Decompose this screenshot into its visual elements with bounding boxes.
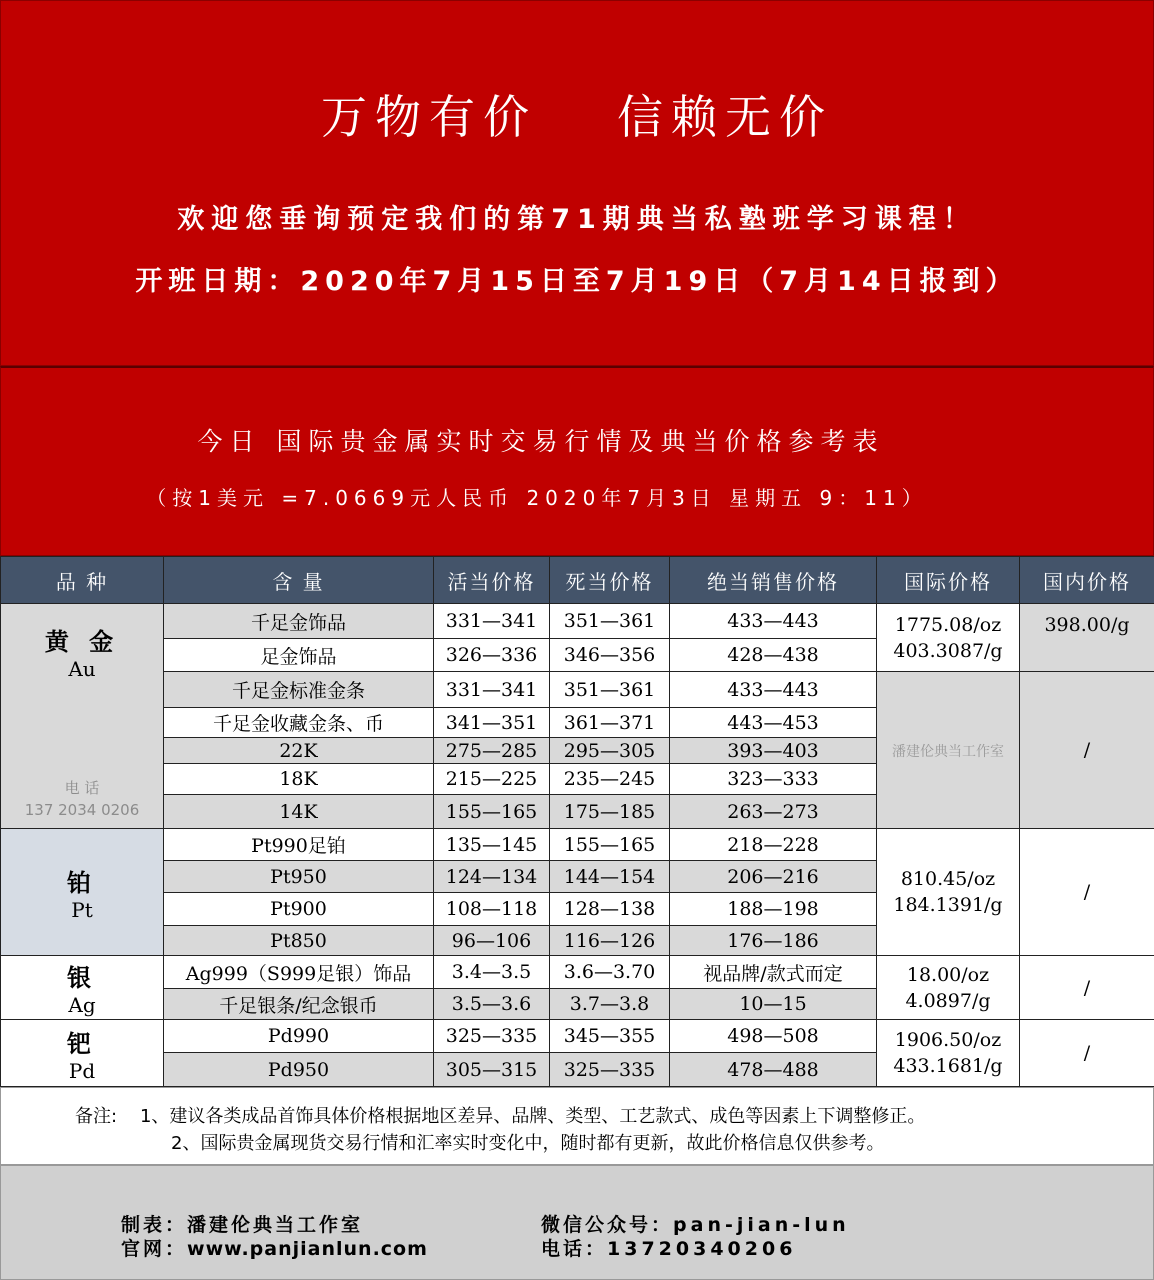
platinum-intl-oz: 810.45/oz	[900, 868, 996, 890]
cell-dead: 144—154	[550, 861, 670, 893]
platinum-domestic-price: /	[1020, 829, 1154, 956]
price-table	[0, 556, 1154, 1087]
variety-platinum	[1, 829, 164, 956]
variety-silver	[1, 956, 164, 1020]
silver-symbol: Ag	[68, 993, 96, 1017]
footer-phone-line	[541, 1234, 796, 1261]
footer-maker: 制表：潘建伦典当工作室	[121, 1214, 364, 1236]
silver-domestic-price: /	[1020, 956, 1154, 1020]
cell-content: Pd990	[164, 1020, 434, 1053]
header-banner	[0, 0, 1154, 366]
gold-domestic-price: 398.00/g	[1020, 604, 1154, 672]
cell-sale: 433—443	[670, 672, 877, 708]
header-forfeit-sale: 绝当销售价格	[670, 557, 877, 604]
cell-live: 215—225	[434, 764, 550, 795]
table-title: 今日 国际贵金属实时交易行情及典当价格参考表	[197, 427, 885, 456]
cell-live: 155—165	[434, 795, 550, 829]
palladium-domestic-price: /	[1020, 1020, 1154, 1087]
cell-live: 325—335	[434, 1020, 550, 1053]
cell-sale: 323—333	[670, 764, 877, 795]
cell-content: 千足金标准金条	[164, 672, 434, 708]
cell-live: 135—145	[434, 829, 550, 861]
platinum-intl-g: 184.1391/g	[893, 894, 1003, 916]
table-row	[1, 1020, 1154, 1053]
cell-sale: 498—508	[670, 1020, 877, 1053]
footer-site-label: 官网：	[121, 1238, 188, 1260]
cell-content: Pt950	[164, 861, 434, 893]
cell-live: 341—351	[434, 708, 550, 738]
platinum-symbol: Pt	[71, 897, 93, 922]
cell-live: 96—106	[434, 926, 550, 956]
footer	[0, 1165, 1154, 1280]
table-title-banner	[0, 366, 1154, 556]
remark-2: 2、国际贵金属现货交易行情和汇率实时变化中，随时都有更新，故此价格信息仅供参考。	[171, 1133, 885, 1154]
cell-sale: 443—453	[670, 708, 877, 738]
cell-content: 千足银条/纪念银币	[164, 989, 434, 1020]
cell-content: Pt850	[164, 926, 434, 956]
table-row	[1, 604, 1154, 639]
table-header-row	[1, 557, 1154, 604]
cell-live: 331—341	[434, 672, 550, 708]
silver-intl-g: 4.0897/g	[905, 989, 991, 1012]
gold-symbol: Au	[68, 657, 96, 681]
cell-dead: 351—361	[550, 672, 670, 708]
cell-live: 124—134	[434, 861, 550, 893]
silver-name: 银	[67, 964, 97, 992]
cell-dead: 295—305	[550, 738, 670, 764]
palladium-name: 钯	[67, 1029, 97, 1058]
cell-content: 足金饰品	[164, 639, 434, 672]
remarks-label: 备注:	[75, 1106, 118, 1127]
cell-dead: 345—355	[550, 1020, 670, 1053]
platinum-intl-price	[877, 829, 1020, 956]
cell-dead: 235—245	[550, 764, 670, 795]
cell-sale: 478—488	[670, 1053, 877, 1087]
class-dates: 开班日期：2020年7月15日至7月19日（7月14日报到）	[135, 266, 1019, 297]
footer-site-line	[121, 1234, 428, 1261]
table-row	[1, 956, 1154, 989]
slogan-left: 万物有价	[321, 90, 537, 144]
cell-content: Pt990足铂	[164, 829, 434, 861]
header-dead-pawn: 死当价格	[550, 557, 670, 604]
header-variety: 品 种	[1, 557, 164, 604]
cell-sale: 188—198	[670, 893, 877, 926]
remark-1: 1、建议各类成品首饰具体价格根据地区差异、品牌、类型、工艺款式、成色等因素上下调整修正。	[139, 1106, 926, 1127]
cell-content: 22K	[164, 738, 434, 764]
cell-live: 331—341	[434, 604, 550, 639]
welcome-text: 欢迎您垂询预定我们的第71期典当私塾班学习课程！	[177, 204, 977, 235]
cell-sale: 206—216	[670, 861, 877, 893]
palladium-symbol: Pd	[68, 1058, 96, 1083]
remarks	[0, 1087, 1154, 1165]
cell-sale: 10—15	[670, 989, 877, 1020]
variety-palladium	[1, 1020, 164, 1087]
footer-wechat-label: 微信公众号：	[541, 1214, 674, 1236]
cell-sale: 176—186	[670, 926, 877, 956]
cell-live: 108—118	[434, 893, 550, 926]
cell-content: 千足金饰品	[164, 604, 434, 639]
cell-dead: 3.6—3.70	[550, 956, 670, 989]
cell-live: 3.5—3.6	[434, 989, 550, 1020]
header-intl-price: 国际价格	[877, 557, 1020, 604]
studio-watermark: 潘建伦典当工作室	[892, 744, 1004, 760]
footer-phone-label: 电话：	[541, 1238, 608, 1260]
cell-sale: 428—438	[670, 639, 877, 672]
exchange-rate-line: （按1美元 =7.0669元人民币 2020年7月3日 星期五 9：11）	[146, 486, 928, 510]
cell-dead: 351—361	[550, 604, 670, 639]
footer-wechat-line	[541, 1210, 850, 1237]
palladium-intl-price	[877, 1020, 1020, 1087]
slogan-right: 信赖无价	[617, 90, 833, 144]
gold-domestic-other: /	[1020, 672, 1154, 829]
cell-content: Ag999（S999足银）饰品	[164, 956, 434, 989]
header-domestic-price: 国内价格	[1020, 557, 1154, 604]
footer-phone: 13720340206	[607, 1238, 797, 1260]
gold-intl-price	[877, 604, 1020, 672]
cell-content: 18K	[164, 764, 434, 795]
cell-dead: 175—185	[550, 795, 670, 829]
header-live-pawn: 活当价格	[434, 557, 550, 604]
silver-intl-price	[877, 956, 1020, 1020]
phone-number: 137 2034 0206	[24, 801, 140, 819]
footer-wechat-id: pan-jian-lun	[673, 1214, 850, 1236]
phone-label: 电 话	[64, 779, 100, 797]
palladium-intl-oz: 1906.50/oz	[894, 1029, 1002, 1051]
gold-intl-note	[877, 672, 1020, 829]
table-row	[1, 672, 1154, 708]
gold-intl-g: 403.3087/g	[893, 639, 1003, 662]
cell-dead: 361—371	[550, 708, 670, 738]
palladium-intl-g: 433.1681/g	[893, 1055, 1003, 1077]
cell-sale: 393—403	[670, 738, 877, 764]
footer-site-link[interactable]: www.panjianlun.com	[187, 1238, 428, 1260]
variety-gold	[1, 604, 164, 829]
cell-dead: 155—165	[550, 829, 670, 861]
cell-live: 305—315	[434, 1053, 550, 1087]
cell-content: 千足金收藏金条、币	[164, 708, 434, 738]
cell-dead: 346—356	[550, 639, 670, 672]
cell-sale: 218—228	[670, 829, 877, 861]
cell-live: 275—285	[434, 738, 550, 764]
cell-dead: 325—335	[550, 1053, 670, 1087]
cell-content: Pd950	[164, 1053, 434, 1087]
remark-line-1	[75, 1103, 1153, 1130]
cell-sale: 433—443	[670, 604, 877, 639]
cell-content: 14K	[164, 795, 434, 829]
cell-dead: 128—138	[550, 893, 670, 926]
gold-intl-oz: 1775.08/oz	[894, 613, 1002, 636]
header-content: 含 量	[164, 557, 434, 604]
slogan	[1, 81, 1153, 147]
cell-dead: 116—126	[550, 926, 670, 956]
cell-sale: 263—273	[670, 795, 877, 829]
cell-live: 3.4—3.5	[434, 956, 550, 989]
cell-live: 326—336	[434, 639, 550, 672]
silver-intl-oz: 18.00/oz	[906, 963, 990, 986]
cell-content: Pt900	[164, 893, 434, 926]
cell-dead: 3.7—3.8	[550, 989, 670, 1020]
platinum-name: 铂	[67, 868, 97, 897]
table-row	[1, 829, 1154, 861]
cell-sale: 视品牌/款式而定	[670, 956, 877, 989]
gold-name: 黄 金	[44, 628, 120, 656]
